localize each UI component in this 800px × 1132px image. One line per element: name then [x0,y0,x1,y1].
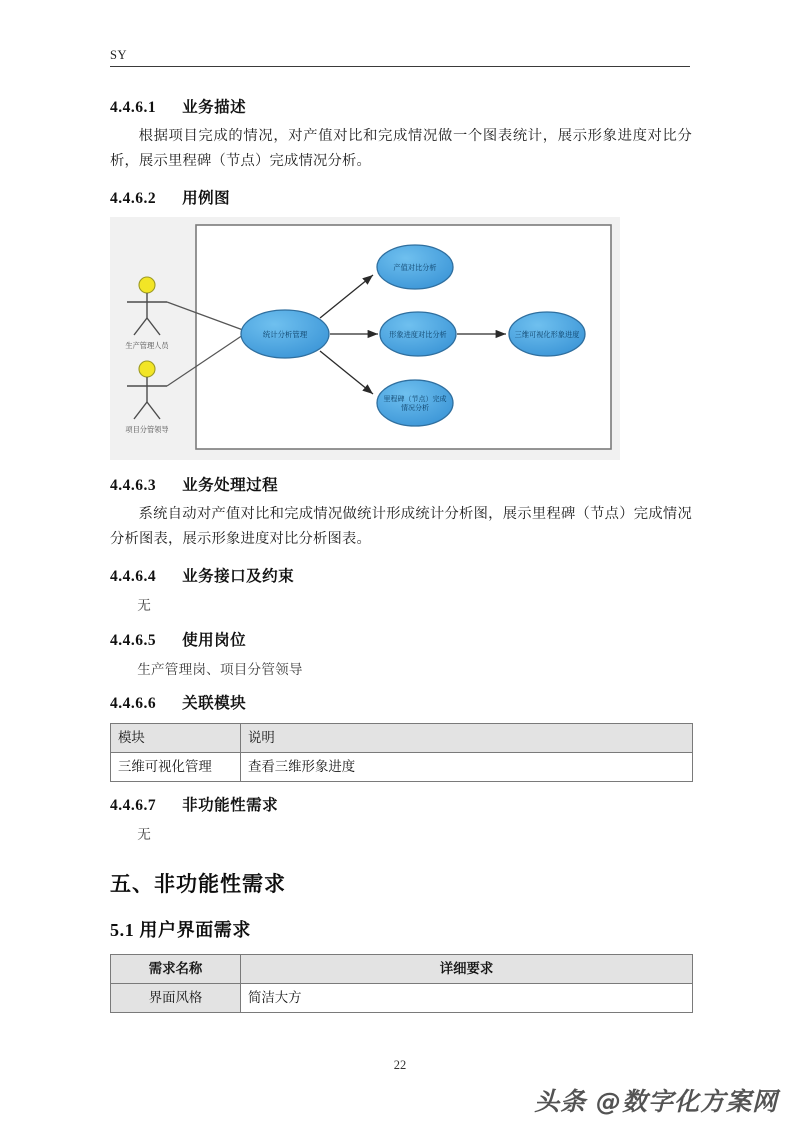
usecase-label-uc1: 产值对比分析 [393,262,437,272]
heading-4-4-6-6 [110,682,692,716]
paragraph-interface-constraints: 无 [137,597,151,613]
heading-text: 非功能性需求 [182,797,279,815]
ui-requirements-table [110,954,693,1013]
column-header-requirement-detail: 详细要求 [241,955,693,984]
usecase-progress-comparison [380,312,456,356]
heading-number: 4.4.6.1 [110,99,157,116]
usecase-milestone-analysis [377,380,453,426]
column-header-description: 说明 [241,724,693,753]
cell-requirement-name: 界面风格 [111,984,241,1013]
heading-text: 业务接口及约束 [182,567,295,585]
heading-text: 使用岗位 [182,631,247,649]
heading-4-4-6-1 [110,86,692,120]
paragraph-business-process: 系统自动对产值对比和完成情况做统计形成统计分析图，展示里程碑（节点）完成情况分析图表，展示形象进度对比分析图表。 [110,505,692,548]
heading-number: 4.4.6.5 [110,631,157,649]
heading-text: 业务处理过程 [182,476,279,494]
document-content [110,86,692,1015]
table-row [111,753,693,782]
usecase-label-main: 统计分析管理 [262,329,308,339]
column-header-module: 模块 [111,724,241,753]
chapter-heading-five: 五、非功能性需求 [110,872,286,897]
table-row [111,984,693,1013]
heading-number: 4.4.6.2 [110,189,157,207]
column-header-requirement-name: 需求名称 [111,955,241,984]
table-header-row [111,955,693,984]
heading-4-4-6-3 [110,464,692,498]
usecase-diagram [110,217,620,460]
cell-module-name: 三维可视化管理 [111,753,241,782]
usecase-label-uc2: 形象进度对比分析 [389,329,447,339]
usecase-label-uc4: 三维可视化形象进度 [514,329,580,339]
paragraph-nonfunctional: 无 [137,827,151,843]
heading-text: 业务描述 [182,99,247,116]
heading-text: 用例图 [182,189,231,207]
section-heading-5-1: 5.1 用户界面需求 [110,920,251,941]
actor-label-1: 生产管理人员 [125,340,169,350]
heading-4-4-6-4 [110,555,692,589]
cell-requirement-detail: 简洁大方 [241,984,693,1013]
header-rule [110,66,690,67]
heading-number: 4.4.6.6 [110,695,157,713]
document-header [110,48,690,67]
heading-number: 4.4.6.3 [110,476,157,494]
usecase-output-comparison [377,245,453,289]
paragraph-business-description: 根据项目完成的情况，对产值对比和完成情况做一个图表统计，展示形象进度对比分析，展示里程碑（节点）完成情况分析。 [110,128,692,170]
actor-label-2: 项目分管领导 [125,424,169,434]
paragraph-positions: 生产管理岗、项目分管领导 [137,661,303,677]
heading-4-4-6-2 [110,177,692,211]
cell-module-description: 查看三维形象进度 [241,753,693,782]
heading-4-4-6-5 [110,619,692,653]
actor-head-icon [139,277,155,293]
usecase-label-uc3: 里程碑（节点）完成情况分析 [383,395,447,412]
usecase-main [241,310,329,358]
usecase-3d-visual-progress [509,312,585,356]
heading-number: 4.4.6.7 [110,797,157,815]
table-header-row [111,724,693,753]
actor-head-icon [139,361,155,377]
related-modules-table [110,723,693,782]
heading-text: 关联模块 [182,695,247,713]
watermark: 头条 @数字化方案网 [534,1087,778,1116]
heading-4-4-6-7 [110,784,692,818]
running-title: SY [110,48,128,62]
usecase-diagram-figure [110,211,692,464]
page-number: 22 [393,1058,407,1072]
heading-number: 4.4.6.4 [110,567,157,585]
